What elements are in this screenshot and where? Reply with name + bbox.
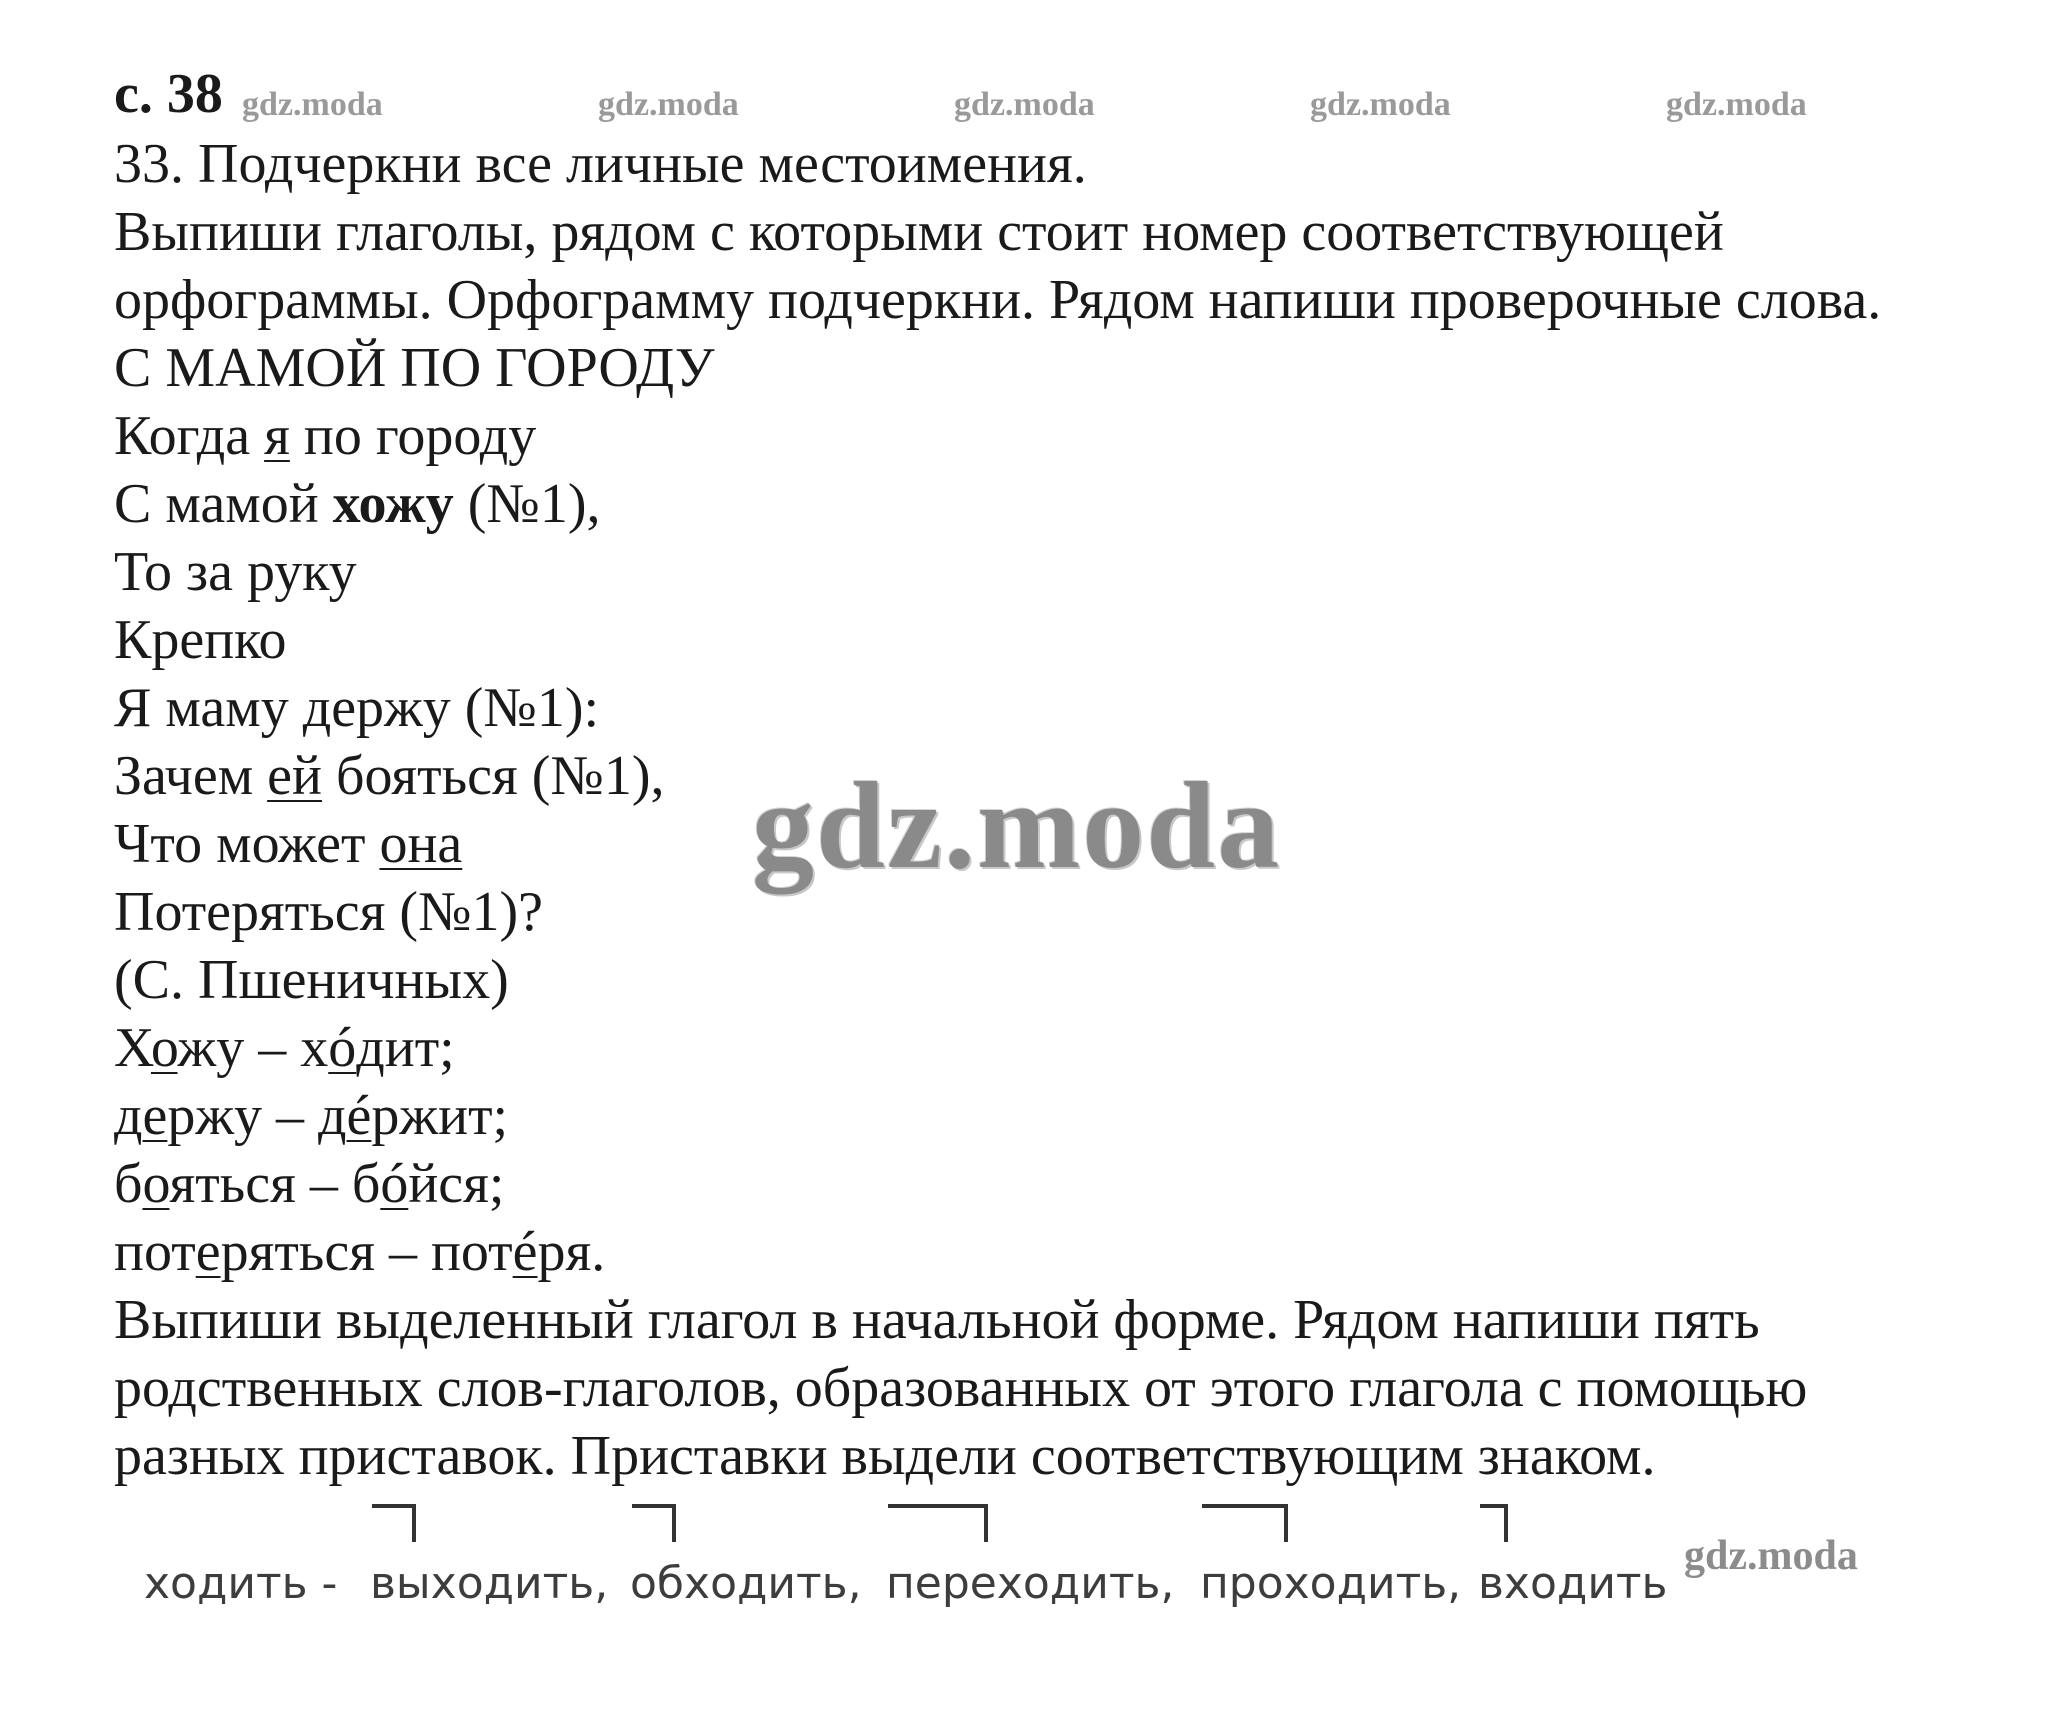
- watermark-large: gdz.moda: [752, 757, 1282, 894]
- answer-word: переходить,: [886, 1558, 1175, 1609]
- poem-heading: С МАМОЙ ПО ГОРОДУ: [114, 337, 715, 399]
- watermark: gdz.moda: [1310, 86, 1451, 123]
- page-number: с. 38: [114, 63, 223, 125]
- answer-base-word: ходить -: [144, 1558, 338, 1609]
- poem-line: С мамой хожу (№1),: [114, 473, 601, 535]
- answer-word: входить: [1478, 1558, 1668, 1609]
- watermark: gdz.moda: [598, 86, 739, 123]
- watermark: gdz.moda: [954, 86, 1095, 123]
- answer-word: выходить,: [370, 1558, 609, 1609]
- task2-instruction: разных приставок. Приставки выдели соответствующим знаком.: [114, 1425, 1656, 1487]
- watermark: gdz.moda: [242, 86, 383, 123]
- task-title: 33. Подчеркни все личные местоимения.: [114, 133, 1087, 195]
- poem-line: Зачем ей бояться (№1),: [114, 745, 665, 807]
- prefix-mark: [372, 1504, 416, 1542]
- check-word-line: Хожу – хóдит;: [114, 1017, 455, 1079]
- check-word-line: держу – дéржит;: [114, 1085, 509, 1147]
- task2-instruction: Выпиши выделенный глагол в начальной форме. Рядом напиши пять: [114, 1289, 1760, 1351]
- pronoun-underlined: она: [379, 813, 463, 875]
- poem-line: Когда я по городу: [114, 405, 537, 467]
- poem-line: То за руку: [114, 541, 357, 603]
- poem-line: Что может она: [114, 813, 463, 875]
- watermark: gdz.moda: [1666, 86, 1807, 123]
- task2-instruction: родственных слов-глаголов, образованных от этого глагола с помощью: [114, 1357, 1808, 1419]
- pronoun-underlined: я: [264, 405, 290, 467]
- prefix-mark: [1480, 1504, 1508, 1542]
- check-word-line: потеряться – потéря.: [114, 1221, 606, 1283]
- pronoun-underlined: ей: [267, 745, 322, 807]
- prefix-mark: [888, 1504, 988, 1542]
- prefix-mark: [632, 1504, 676, 1542]
- task-instruction: орфограммы. Орфограмму подчеркни. Рядом напиши проверочные слова.: [114, 269, 1882, 331]
- task-instruction: Выпиши глаголы, рядом с которыми стоит номер соответствующей: [114, 201, 1724, 263]
- poem-line: Крепко: [114, 609, 287, 671]
- answer-word: проходить,: [1200, 1558, 1462, 1609]
- check-word-line: бояться – бóйся;: [114, 1153, 505, 1215]
- poem-line: Я маму держу (№1):: [114, 677, 600, 739]
- poem-author: (С. Пшеничных): [114, 949, 509, 1011]
- watermark: gdz.moda: [1684, 1533, 1858, 1579]
- poem-line: Потеряться (№1)?: [114, 881, 543, 943]
- prefix-mark: [1202, 1504, 1288, 1542]
- answer-word: обходить,: [630, 1558, 862, 1609]
- highlighted-verb: хожу: [332, 473, 454, 535]
